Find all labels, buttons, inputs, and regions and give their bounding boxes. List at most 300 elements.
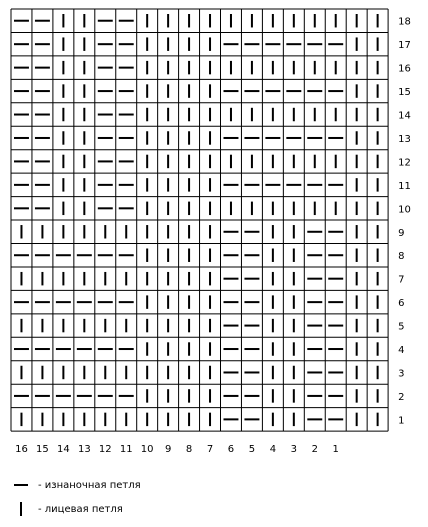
- knit-stitch-mark: [209, 225, 211, 238]
- knit-stitch-mark: [167, 84, 169, 97]
- knit-stitch-mark: [20, 225, 22, 238]
- row-numbers: [398, 17, 411, 427]
- purl-stitch-mark: [119, 160, 134, 162]
- knit-stitch-mark: [188, 84, 190, 97]
- knit-stitch-mark: [167, 14, 169, 27]
- column-number-label: 4: [269, 444, 277, 456]
- row-number-label: 18: [398, 16, 411, 28]
- purl-stitch-mark: [14, 114, 29, 116]
- knit-stitch-mark: [188, 178, 190, 191]
- row-number-label: 10: [398, 204, 411, 216]
- purl-stitch-mark: [98, 395, 113, 397]
- purl-stitch-mark: [98, 348, 113, 350]
- purl-stitch-mark: [265, 137, 280, 139]
- knit-stitch-mark: [272, 342, 274, 355]
- purl-stitch-mark: [77, 395, 92, 397]
- knit-stitch-mark: [41, 272, 43, 285]
- knit-stitch-mark: [272, 319, 274, 332]
- row-number-label: 8: [398, 251, 405, 263]
- knit-stitch-mark: [335, 14, 337, 27]
- knit-stitch-mark: [41, 225, 43, 238]
- column-number-label: 12: [98, 444, 112, 456]
- purl-stitch-mark: [307, 325, 322, 327]
- knit-stitch-mark: [377, 84, 379, 97]
- knit-stitch-mark: [209, 178, 211, 191]
- knit-stitch-mark: [314, 61, 316, 74]
- legend-knit-label: - лицевая петля: [38, 503, 123, 515]
- purl-stitch-mark: [265, 90, 280, 92]
- row-number-label: 17: [398, 40, 411, 52]
- knit-stitch-mark: [146, 202, 148, 215]
- knit-stitch-mark: [146, 61, 148, 74]
- knit-stitch-mark: [314, 108, 316, 121]
- knit-stitch-mark: [377, 61, 379, 74]
- knit-stitch-mark: [167, 342, 169, 355]
- column-number-label: 15: [36, 444, 49, 456]
- purl-stitch-mark: [14, 43, 29, 45]
- purl-stitch-mark: [35, 137, 50, 139]
- knit-stitch-mark: [83, 37, 85, 50]
- purl-stitch-mark: [98, 184, 113, 186]
- purl-stitch-mark: [35, 301, 50, 303]
- knit-stitch-mark: [167, 319, 169, 332]
- purl-stitch-mark: [224, 90, 239, 92]
- knit-stitch-mark: [209, 249, 211, 262]
- column-numbers: [15, 444, 339, 455]
- knit-stitch-mark: [125, 366, 127, 379]
- knit-stitch-mark: [293, 272, 295, 285]
- purl-stitch-mark: [328, 325, 343, 327]
- knit-stitch-mark: [62, 155, 64, 168]
- knit-stitch-mark: [209, 14, 211, 27]
- knit-stitch-mark: [230, 14, 232, 27]
- purl-stitch-mark: [77, 301, 92, 303]
- purl-stitch-mark: [224, 301, 239, 303]
- knit-stitch-mark: [167, 249, 169, 262]
- knit-stitch-mark: [167, 272, 169, 285]
- knit-stitch-mark: [356, 202, 358, 215]
- knit-stitch-mark: [251, 202, 253, 215]
- row-number-label: 4: [398, 345, 405, 357]
- knit-stitch-mark: [293, 366, 295, 379]
- knit-stitch-mark: [188, 155, 190, 168]
- legend-knit: [12, 500, 123, 518]
- knit-stitch-mark: [209, 61, 211, 74]
- knit-stitch-mark: [209, 389, 211, 402]
- knit-stitch-mark: [188, 389, 190, 402]
- column-number-label: 2: [311, 444, 318, 456]
- knit-stitch-mark: [167, 108, 169, 121]
- knit-stitch-mark: [188, 295, 190, 308]
- purl-stitch-mark: [244, 137, 259, 139]
- knit-stitch-mark: [125, 225, 127, 238]
- knit-stitch-mark: [188, 37, 190, 50]
- purl-stitch-mark: [307, 278, 322, 280]
- knit-stitch-mark: [356, 389, 358, 402]
- purl-stitch-mark: [224, 231, 239, 233]
- knit-stitch-mark: [377, 108, 379, 121]
- column-number-label: 1: [332, 444, 339, 456]
- purl-stitch-mark: [119, 184, 134, 186]
- column-number-label: 8: [185, 444, 193, 456]
- knit-stitch-mark: [272, 61, 274, 74]
- knit-stitch-mark: [41, 319, 43, 332]
- knit-stitch-mark: [167, 202, 169, 215]
- purl-stitch-mark: [307, 137, 322, 139]
- knit-stitch-mark: [104, 272, 106, 285]
- purl-stitch-mark: [244, 348, 259, 350]
- purl-stitch-mark: [14, 348, 29, 350]
- row-number-label: 6: [398, 298, 405, 310]
- purl-stitch-mark: [14, 254, 29, 256]
- purl-symbol-icon: [12, 476, 32, 494]
- purl-stitch-mark: [286, 184, 301, 186]
- knit-stitch-mark: [293, 413, 295, 426]
- knit-stitch-mark: [356, 37, 358, 50]
- knit-stitch-mark: [209, 155, 211, 168]
- knit-stitch-mark: [272, 155, 274, 168]
- purl-stitch-mark: [35, 67, 50, 69]
- purl-stitch-mark: [328, 371, 343, 373]
- row-number-label: 3: [398, 368, 405, 380]
- column-number-label: 14: [57, 444, 70, 456]
- knit-stitch-mark: [62, 61, 64, 74]
- purl-stitch-mark: [35, 90, 50, 92]
- column-number-label: 16: [15, 444, 28, 456]
- purl-stitch-mark: [307, 395, 322, 397]
- knit-stitch-mark: [146, 295, 148, 308]
- purl-stitch-mark: [35, 114, 50, 116]
- purl-stitch-mark: [119, 90, 134, 92]
- column-number-label: 3: [290, 444, 298, 456]
- knit-stitch-mark: [125, 413, 127, 426]
- purl-stitch-mark: [14, 395, 29, 397]
- knit-stitch-mark: [356, 14, 358, 27]
- purl-stitch-mark: [328, 301, 343, 303]
- purl-stitch-mark: [77, 348, 92, 350]
- knit-stitch-mark: [272, 366, 274, 379]
- row-number-label: 16: [398, 63, 411, 75]
- purl-stitch-mark: [328, 395, 343, 397]
- knit-stitch-mark: [167, 389, 169, 402]
- knit-stitch-mark: [146, 108, 148, 121]
- row-number-label: 2: [398, 391, 405, 403]
- knit-stitch-mark: [356, 155, 358, 168]
- knit-stitch-mark: [293, 249, 295, 262]
- purl-stitch-mark: [244, 301, 259, 303]
- knit-stitch-mark: [293, 389, 295, 402]
- column-number-label: 13: [77, 444, 91, 456]
- knit-stitch-mark: [209, 319, 211, 332]
- knit-stitch-mark: [20, 319, 22, 332]
- purl-stitch-mark: [328, 184, 343, 186]
- purl-stitch-mark: [224, 325, 239, 327]
- knit-stitch-mark: [356, 108, 358, 121]
- purl-stitch-mark: [98, 137, 113, 139]
- knit-stitch-mark: [83, 155, 85, 168]
- purl-stitch-mark: [244, 325, 259, 327]
- knit-stitch-mark: [83, 131, 85, 144]
- purl-stitch-mark: [328, 137, 343, 139]
- purl-stitch-mark: [244, 395, 259, 397]
- purl-stitch-mark: [328, 90, 343, 92]
- purl-stitch-mark: [14, 207, 29, 209]
- knit-stitch-mark: [188, 249, 190, 262]
- column-number-label: 6: [227, 444, 235, 456]
- purl-stitch-mark: [244, 418, 259, 420]
- knit-stitch-mark: [272, 413, 274, 426]
- knit-stitch-mark: [209, 366, 211, 379]
- column-number-label: 7: [206, 444, 214, 456]
- row-number-label: 15: [398, 87, 411, 99]
- purl-stitch-mark: [119, 20, 134, 22]
- purl-stitch-mark: [224, 395, 239, 397]
- purl-stitch-mark: [224, 348, 239, 350]
- purl-stitch-mark: [35, 184, 50, 186]
- row-number-label: 11: [398, 180, 411, 192]
- knit-symbol-icon: [12, 500, 32, 518]
- purl-stitch-mark: [119, 301, 134, 303]
- row-number-label: 14: [398, 110, 411, 122]
- purl-stitch-mark: [224, 184, 239, 186]
- knit-stitch-mark: [377, 295, 379, 308]
- chart-grid: [11, 9, 388, 431]
- knit-stitch-mark: [377, 413, 379, 426]
- knit-stitch-mark: [251, 61, 253, 74]
- knit-stitch-mark: [209, 342, 211, 355]
- knit-stitch-mark: [83, 108, 85, 121]
- knit-stitch-mark: [125, 272, 127, 285]
- knit-stitch-mark: [104, 366, 106, 379]
- purl-stitch-mark: [307, 231, 322, 233]
- knit-stitch-mark: [83, 319, 85, 332]
- knit-stitch-mark: [62, 413, 64, 426]
- knit-stitch-mark: [167, 413, 169, 426]
- knit-stitch-mark: [62, 178, 64, 191]
- knit-stitch-mark: [209, 272, 211, 285]
- purl-stitch-mark: [307, 301, 322, 303]
- knit-stitch-mark: [20, 413, 22, 426]
- knit-stitch-mark: [167, 366, 169, 379]
- knit-stitch-mark: [314, 14, 316, 27]
- knit-stitch-mark: [377, 37, 379, 50]
- knit-stitch-mark: [20, 366, 22, 379]
- knit-stitch-mark: [230, 108, 232, 121]
- knit-stitch-mark: [377, 366, 379, 379]
- column-number-label: 9: [164, 444, 172, 456]
- knit-stitch-mark: [272, 108, 274, 121]
- purl-stitch-mark: [328, 278, 343, 280]
- purl-stitch-mark: [14, 90, 29, 92]
- knit-stitch-mark: [146, 249, 148, 262]
- knit-stitch-mark: [272, 225, 274, 238]
- knit-stitch-mark: [377, 342, 379, 355]
- knit-stitch-mark: [293, 14, 295, 27]
- knit-stitch-mark: [209, 413, 211, 426]
- knit-stitch-mark: [377, 131, 379, 144]
- knit-stitch-mark: [188, 225, 190, 238]
- purl-stitch-mark: [307, 371, 322, 373]
- knit-stitch-mark: [62, 272, 64, 285]
- knit-stitch-mark: [293, 155, 295, 168]
- knit-stitch-mark: [188, 342, 190, 355]
- purl-stitch-mark: [56, 348, 71, 350]
- knit-stitch-mark: [146, 366, 148, 379]
- purl-stitch-mark: [328, 348, 343, 350]
- knit-stitch-mark: [356, 295, 358, 308]
- knit-stitch-mark: [146, 178, 148, 191]
- knit-stitch-mark: [104, 319, 106, 332]
- purl-stitch-mark: [265, 43, 280, 45]
- purl-stitch-mark: [328, 418, 343, 420]
- purl-stitch-mark: [244, 254, 259, 256]
- purl-stitch-mark: [98, 43, 113, 45]
- row-number-label: 12: [398, 157, 411, 169]
- purl-stitch-mark: [35, 160, 50, 162]
- knit-stitch-mark: [146, 14, 148, 27]
- knit-stitch-mark: [356, 413, 358, 426]
- knit-stitch-mark: [230, 155, 232, 168]
- knit-stitch-mark: [251, 155, 253, 168]
- purl-stitch-mark: [307, 184, 322, 186]
- knit-stitch-mark: [377, 14, 379, 27]
- knit-stitch-mark: [146, 155, 148, 168]
- row-number-label: 13: [398, 133, 411, 145]
- purl-stitch-mark: [119, 207, 134, 209]
- knit-stitch-mark: [314, 155, 316, 168]
- purl-stitch-mark: [244, 43, 259, 45]
- knit-stitch-mark: [146, 131, 148, 144]
- purl-stitch-mark: [35, 254, 50, 256]
- purl-stitch-mark: [77, 254, 92, 256]
- purl-stitch-mark: [35, 43, 50, 45]
- knit-stitch-mark: [167, 295, 169, 308]
- legend-purl: [12, 476, 141, 494]
- legend-purl-label: - изнаночная петля: [38, 479, 141, 491]
- knit-stitch-mark: [167, 178, 169, 191]
- knit-stitch-mark: [377, 249, 379, 262]
- knit-stitch-mark: [335, 202, 337, 215]
- knit-stitch-mark: [20, 272, 22, 285]
- purl-stitch-mark: [35, 395, 50, 397]
- row-number-label: 9: [398, 227, 405, 239]
- knit-stitch-mark: [62, 366, 64, 379]
- knit-stitch-mark: [188, 131, 190, 144]
- purl-stitch-mark: [244, 184, 259, 186]
- purl-stitch-mark: [286, 43, 301, 45]
- knit-stitch-mark: [146, 37, 148, 50]
- purl-stitch-mark: [98, 20, 113, 22]
- knit-stitch-mark: [188, 202, 190, 215]
- purl-stitch-mark: [307, 90, 322, 92]
- knit-stitch-mark: [62, 14, 64, 27]
- purl-stitch-mark: [224, 278, 239, 280]
- knit-stitch-mark: [146, 413, 148, 426]
- knit-stitch-mark: [146, 319, 148, 332]
- purl-stitch-mark: [98, 67, 113, 69]
- knit-stitch-mark: [83, 14, 85, 27]
- knit-stitch-mark: [146, 342, 148, 355]
- knit-stitch-mark: [104, 225, 106, 238]
- purl-stitch-mark: [244, 231, 259, 233]
- knit-stitch-mark: [146, 389, 148, 402]
- knit-stitch-mark: [377, 202, 379, 215]
- knit-stitch-mark: [293, 295, 295, 308]
- knit-stitch-mark: [356, 342, 358, 355]
- knit-stitch-mark: [251, 108, 253, 121]
- purl-stitch-mark: [119, 395, 134, 397]
- knit-stitch-mark: [209, 37, 211, 50]
- knit-stitch-mark: [188, 108, 190, 121]
- column-number-label: 5: [248, 444, 256, 456]
- knit-stitch-mark: [272, 249, 274, 262]
- purl-stitch-mark: [98, 160, 113, 162]
- purl-stitch-mark: [14, 301, 29, 303]
- column-number-label: 11: [119, 444, 133, 456]
- knit-stitch-mark: [209, 131, 211, 144]
- knit-stitch-mark: [62, 37, 64, 50]
- purl-stitch-mark: [119, 254, 134, 256]
- knit-stitch-mark: [272, 389, 274, 402]
- knit-stitch-mark: [293, 342, 295, 355]
- knit-stitch-mark: [209, 108, 211, 121]
- knit-stitch-mark: [251, 14, 253, 27]
- purl-stitch-mark: [244, 278, 259, 280]
- knit-stitch-mark: [272, 14, 274, 27]
- knit-stitch-mark: [146, 225, 148, 238]
- purl-stitch-mark: [119, 137, 134, 139]
- knit-stitch-mark: [188, 319, 190, 332]
- purl-stitch-mark: [328, 254, 343, 256]
- knit-stitch-mark: [41, 366, 43, 379]
- purl-stitch-mark: [224, 418, 239, 420]
- purl-stitch-mark: [286, 90, 301, 92]
- purl-stitch-mark: [98, 207, 113, 209]
- purl-stitch-mark: [307, 418, 322, 420]
- purl-stitch-mark: [35, 207, 50, 209]
- purl-stitch-mark: [224, 254, 239, 256]
- row-number-label: 5: [398, 321, 405, 333]
- purl-stitch-mark: [14, 20, 29, 22]
- purl-stitch-mark: [328, 231, 343, 233]
- knit-stitch-mark: [62, 108, 64, 121]
- knit-stitch-mark: [188, 272, 190, 285]
- knit-stitch-mark: [356, 84, 358, 97]
- row-number-label: 1: [398, 415, 405, 427]
- purl-stitch-mark: [35, 348, 50, 350]
- purl-stitch-mark: [265, 184, 280, 186]
- purl-stitch-mark: [307, 43, 322, 45]
- knit-stitch-mark: [293, 202, 295, 215]
- knit-stitch-mark: [209, 202, 211, 215]
- knit-stitch-mark: [167, 225, 169, 238]
- knit-stitch-mark: [356, 249, 358, 262]
- knit-stitch-mark: [377, 178, 379, 191]
- knit-stitch-mark: [272, 272, 274, 285]
- knit-stitch-mark: [104, 413, 106, 426]
- knit-stitch-mark: [83, 202, 85, 215]
- knit-stitch-mark: [377, 272, 379, 285]
- purl-stitch-mark: [56, 254, 71, 256]
- purl-stitch-mark: [14, 137, 29, 139]
- knit-stitch-mark: [293, 108, 295, 121]
- knit-stitch-mark: [41, 413, 43, 426]
- knit-stitch-mark: [188, 413, 190, 426]
- knit-stitch-mark: [272, 202, 274, 215]
- knit-stitch-mark: [209, 84, 211, 97]
- knit-stitch-mark: [272, 295, 274, 308]
- purl-stitch-mark: [224, 43, 239, 45]
